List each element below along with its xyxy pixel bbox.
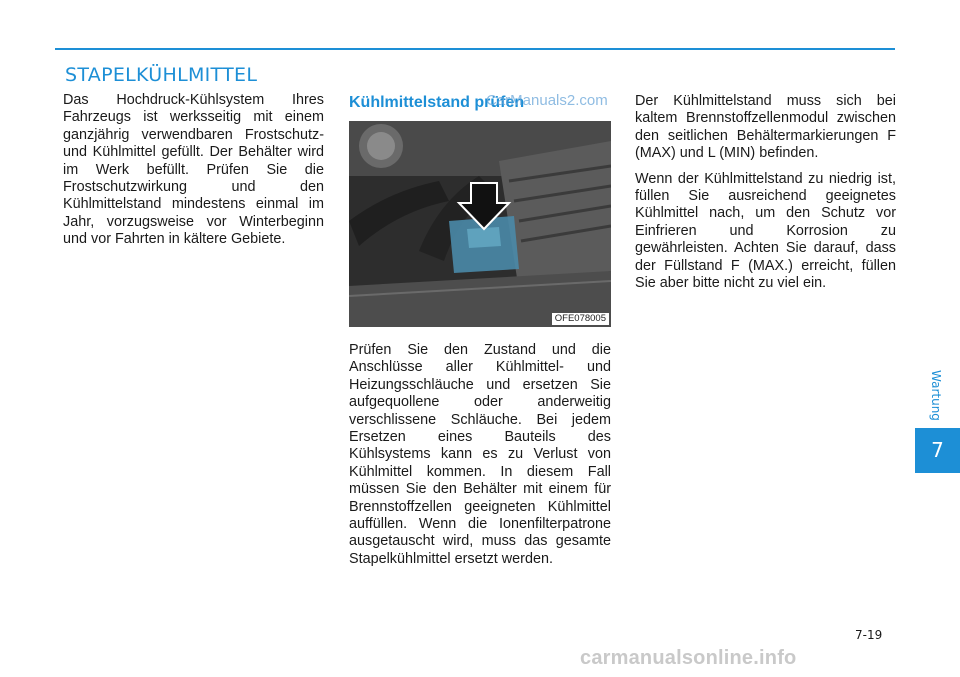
- chapter-label: Wartung: [929, 370, 943, 421]
- hose-check-paragraph: Prüfen Sie den Zustand und die Anschlüsse aller Kühlmittel- und Heizungsschläuche und ersetzen Sie aufgequollene oder anderweitig verschlissene Schläuche. Bei jedem Ersetzen eines Bauteils des Kühlsystems kann es zu Verlust von Kühlmittel kommen. In diesem Fall müssen Sie den Behälter mit einem für Brennstoffzellen geeigneten Kühlmittel auffüllen. Wenn die Ionenfilterpatrone ausgetauscht wird, muss das gesamte Stapelkühlmittel ersetzt werden.: [349, 342, 611, 567]
- middle-column: [349, 93, 611, 576]
- engine-bay-photo: [349, 121, 611, 327]
- watermark-bottom: carmanualsonline.info: [580, 647, 797, 669]
- engine-bay-illustration: [349, 121, 611, 327]
- figure-code: OFE078005: [552, 313, 609, 325]
- watermark-top: CarManuals2.com: [486, 92, 608, 109]
- refill-paragraph: Wenn der Kühlmittelstand zu niedrig ist, füllen Sie ausreichend geeignetes Kühlmittel nach, um den Schutz vor Einfrieren und Korrosion zu gewährleisten. Achten Sie darauf, dass der Füllstand F (MAX.) erreicht, füllen Sie aber bitte nicht zu viel ein.: [635, 170, 896, 292]
- coolant-level-paragraph: Der Kühlmittelstand muss sich bei kaltem Brennstoffzellenmodul zwischen den seitlichen Behältermarkierungen F (MAX) und L (MIN) befinden.: [635, 93, 896, 162]
- left-column: [63, 92, 324, 257]
- subsection-heading: Kühlmittelstand prüfen: [349, 94, 525, 111]
- section-title: STAPELKÜHLMITTEL: [65, 64, 258, 86]
- page-number: 7-19: [855, 628, 883, 642]
- left-cap-inner: [367, 132, 395, 160]
- intro-paragraph: Das Hochdruck-Kühlsystem Ihres Fahrzeugs ist werksseitig mit einem ganzjährig verwendbaren Frostschutz- und Kühlmittel gefüllt. Der Behälter wird im Werk befüllt. Prüfen Sie die Frostschutzwirkung und den Kühlmittelstand mindestens einmal im Jahr, vorzugsweise vor Winterbeginn und vor Fahrten in kältere Gebiete.: [63, 92, 324, 248]
- header-rule: [55, 48, 895, 50]
- right-column: [635, 93, 896, 300]
- chapter-tab: 7: [915, 428, 960, 473]
